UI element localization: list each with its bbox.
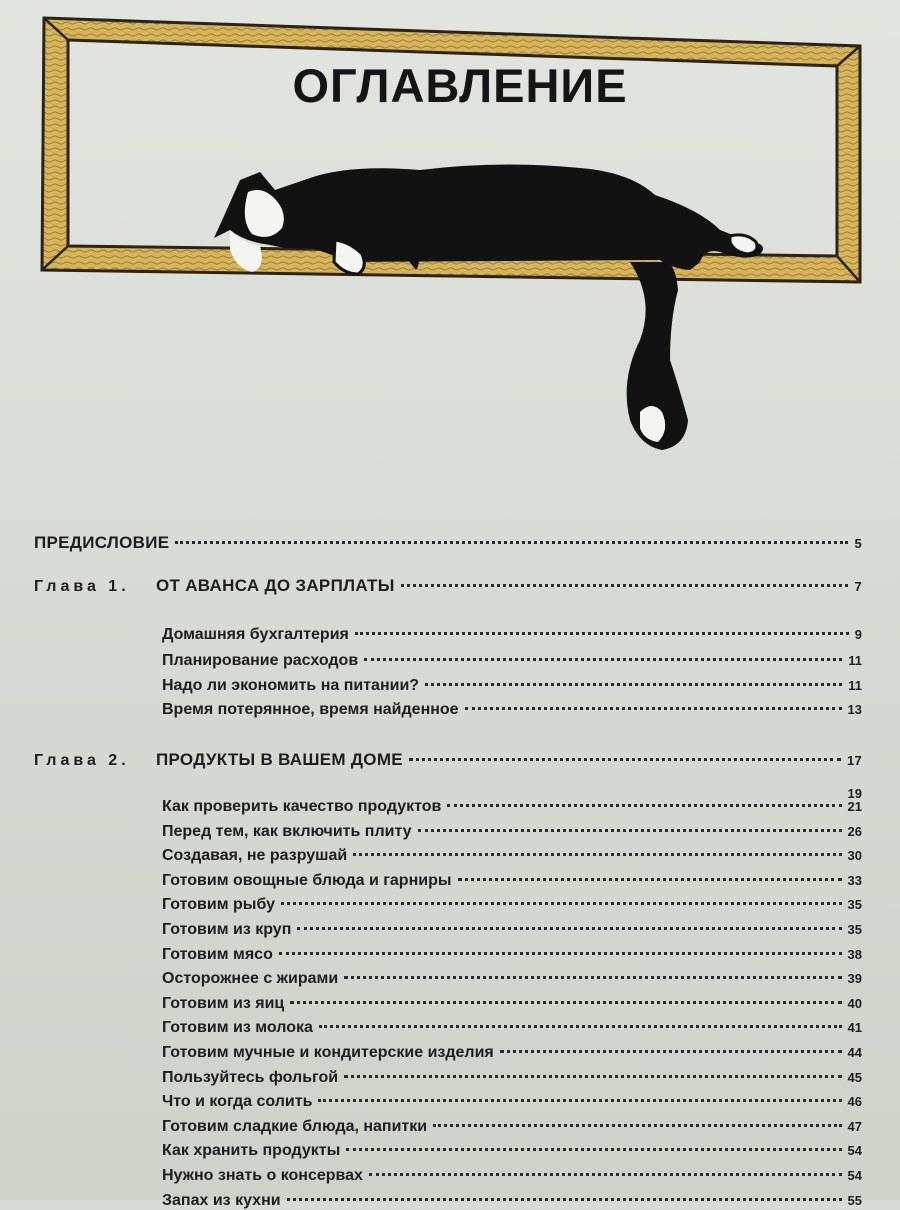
toc-section[interactable]	[162, 798, 862, 816]
toc-preface[interactable]	[34, 533, 862, 553]
toc-page-number: 54	[847, 1143, 862, 1159]
toc-section[interactable]	[162, 1192, 862, 1210]
toc-entry-label: Запах из кухни	[162, 1191, 281, 1209]
dot-leader	[433, 1123, 841, 1127]
toc-section[interactable]	[162, 995, 862, 1013]
toc-page-number: 17	[846, 753, 862, 768]
toc-section[interactable]	[162, 1044, 862, 1062]
dot-leader	[409, 757, 841, 761]
toc-entry-label: Готовим овощные блюда и гарниры	[162, 871, 452, 889]
toc-entry-label: Нужно знать о консервах	[162, 1167, 363, 1184]
toc-page-number: 39	[847, 971, 862, 987]
toc-page-number: 33	[847, 872, 862, 888]
toc-page-number: 35	[847, 922, 862, 937]
toc-page-number: 11	[848, 678, 862, 693]
dot-leader	[281, 901, 842, 905]
toc-section[interactable]	[162, 1093, 862, 1111]
toc-page-number: 5	[854, 536, 862, 551]
toc-chapter-2[interactable]	[34, 750, 862, 770]
toc-page-number: 30	[847, 848, 862, 864]
dot-leader	[425, 682, 842, 686]
chapter-title: ОТ АВАНСА ДО ЗАРПЛАТЫ	[156, 576, 395, 595]
toc-page-number: 44	[847, 1045, 862, 1060]
toc-entry-label: Готовим из круп	[162, 921, 292, 938]
toc-section[interactable]	[162, 896, 862, 914]
dot-leader	[175, 540, 848, 544]
toc-entry-label: Как проверить качество продуктов	[162, 798, 442, 815]
toc-page-number: 55	[847, 1192, 862, 1208]
toc-page-number: 46	[847, 1094, 862, 1110]
toc-page-number: 21	[847, 799, 862, 814]
toc-section[interactable]	[162, 626, 862, 644]
toc-entry-label: Пользуйтесь фольгой	[162, 1068, 339, 1086]
toc-section[interactable]	[162, 1019, 862, 1037]
dot-leader	[344, 1074, 841, 1078]
toc-section[interactable]	[162, 970, 862, 988]
toc-entry-label: Что и когда солить	[162, 1093, 313, 1111]
toc-section[interactable]	[162, 652, 862, 670]
toc-page-number: 13	[847, 702, 862, 717]
toc-entry-label: Создавая, не разрушай	[162, 847, 348, 865]
toc-section[interactable]	[162, 847, 862, 865]
cat-on-frame-icon	[200, 150, 780, 470]
toc-page-number: 41	[847, 1020, 862, 1036]
toc-entry-label: Надо ли экономить на питании?	[162, 677, 420, 694]
chapter-title: ПРОДУКТЫ В ВАШЕМ ДОМЕ	[156, 750, 403, 769]
toc-chapter-1[interactable]	[34, 576, 862, 596]
toc-page-number: 47	[847, 1118, 862, 1134]
dot-leader	[353, 852, 841, 856]
toc-page-number: 38	[847, 946, 862, 962]
toc-page-number: 40	[847, 995, 862, 1011]
toc-section[interactable]	[162, 1069, 862, 1087]
toc-entry-label: Домашняя бухгалтерия	[162, 626, 349, 643]
dot-leader	[364, 657, 842, 661]
dot-leader	[318, 1098, 841, 1102]
toc-section[interactable]	[162, 1167, 862, 1185]
toc-section[interactable]	[162, 946, 862, 964]
toc-section[interactable]	[162, 677, 862, 695]
toc-entry-label: Готовим из молока	[162, 1019, 313, 1037]
toc-page-number: 19	[847, 786, 862, 801]
toc-page-number: 11	[848, 653, 862, 668]
toc-entry-label: ПРЕДИСЛОВИЕ	[34, 533, 170, 552]
toc-section[interactable]	[162, 1142, 862, 1160]
dot-leader	[401, 583, 849, 587]
toc-section[interactable]	[162, 872, 862, 890]
toc-page-number: 9	[854, 627, 862, 642]
chapter-prefix: Глава 1.	[34, 578, 130, 595]
dot-leader	[500, 1049, 842, 1053]
toc-entry-label: Готовим сладкие блюда, напитки	[162, 1117, 428, 1135]
toc-section[interactable]	[162, 701, 862, 719]
dot-leader	[346, 1147, 841, 1151]
dot-leader	[290, 1000, 841, 1004]
toc-entry-label: Осторожнее с жирами	[162, 970, 339, 988]
dot-leader	[447, 803, 841, 807]
dot-leader	[355, 631, 849, 635]
dot-leader	[458, 877, 842, 881]
dot-leader	[369, 1172, 842, 1176]
toc-entry-label: Готовим рыбу	[162, 896, 276, 914]
dot-leader	[344, 975, 841, 979]
toc-section[interactable]	[162, 921, 862, 939]
chapter-prefix: Глава 2.	[34, 752, 130, 769]
toc-entry-label: Готовим мясо	[162, 945, 273, 963]
toc-entry-label: Готовим из яиц	[162, 994, 285, 1012]
toc-entry-label: Как хранить продукты	[162, 1142, 341, 1160]
dot-leader	[279, 951, 842, 955]
toc-page-number: 7	[854, 579, 862, 594]
toc-entry-label: Время потерянное, время найденное	[162, 701, 459, 718]
dot-leader	[319, 1024, 842, 1028]
toc-page-number: 45	[847, 1069, 862, 1085]
toc-entry-label: Перед тем, как включить плиту	[162, 822, 412, 840]
dot-leader	[465, 706, 842, 710]
toc-page-number: 35	[847, 897, 862, 913]
toc-entry-label: Планирование расходов	[162, 652, 359, 669]
page-title: ОГЛАВЛЕНИЕ	[292, 59, 628, 112]
toc-entry-label: Готовим мучные и кондитерские изделия	[162, 1044, 494, 1061]
toc-section[interactable]	[162, 823, 862, 841]
toc-page-number: 54	[847, 1168, 862, 1183]
toc-page-number: 26	[847, 823, 862, 839]
dot-leader	[297, 926, 841, 930]
toc-section[interactable]	[162, 1118, 862, 1136]
dot-leader	[418, 828, 842, 832]
